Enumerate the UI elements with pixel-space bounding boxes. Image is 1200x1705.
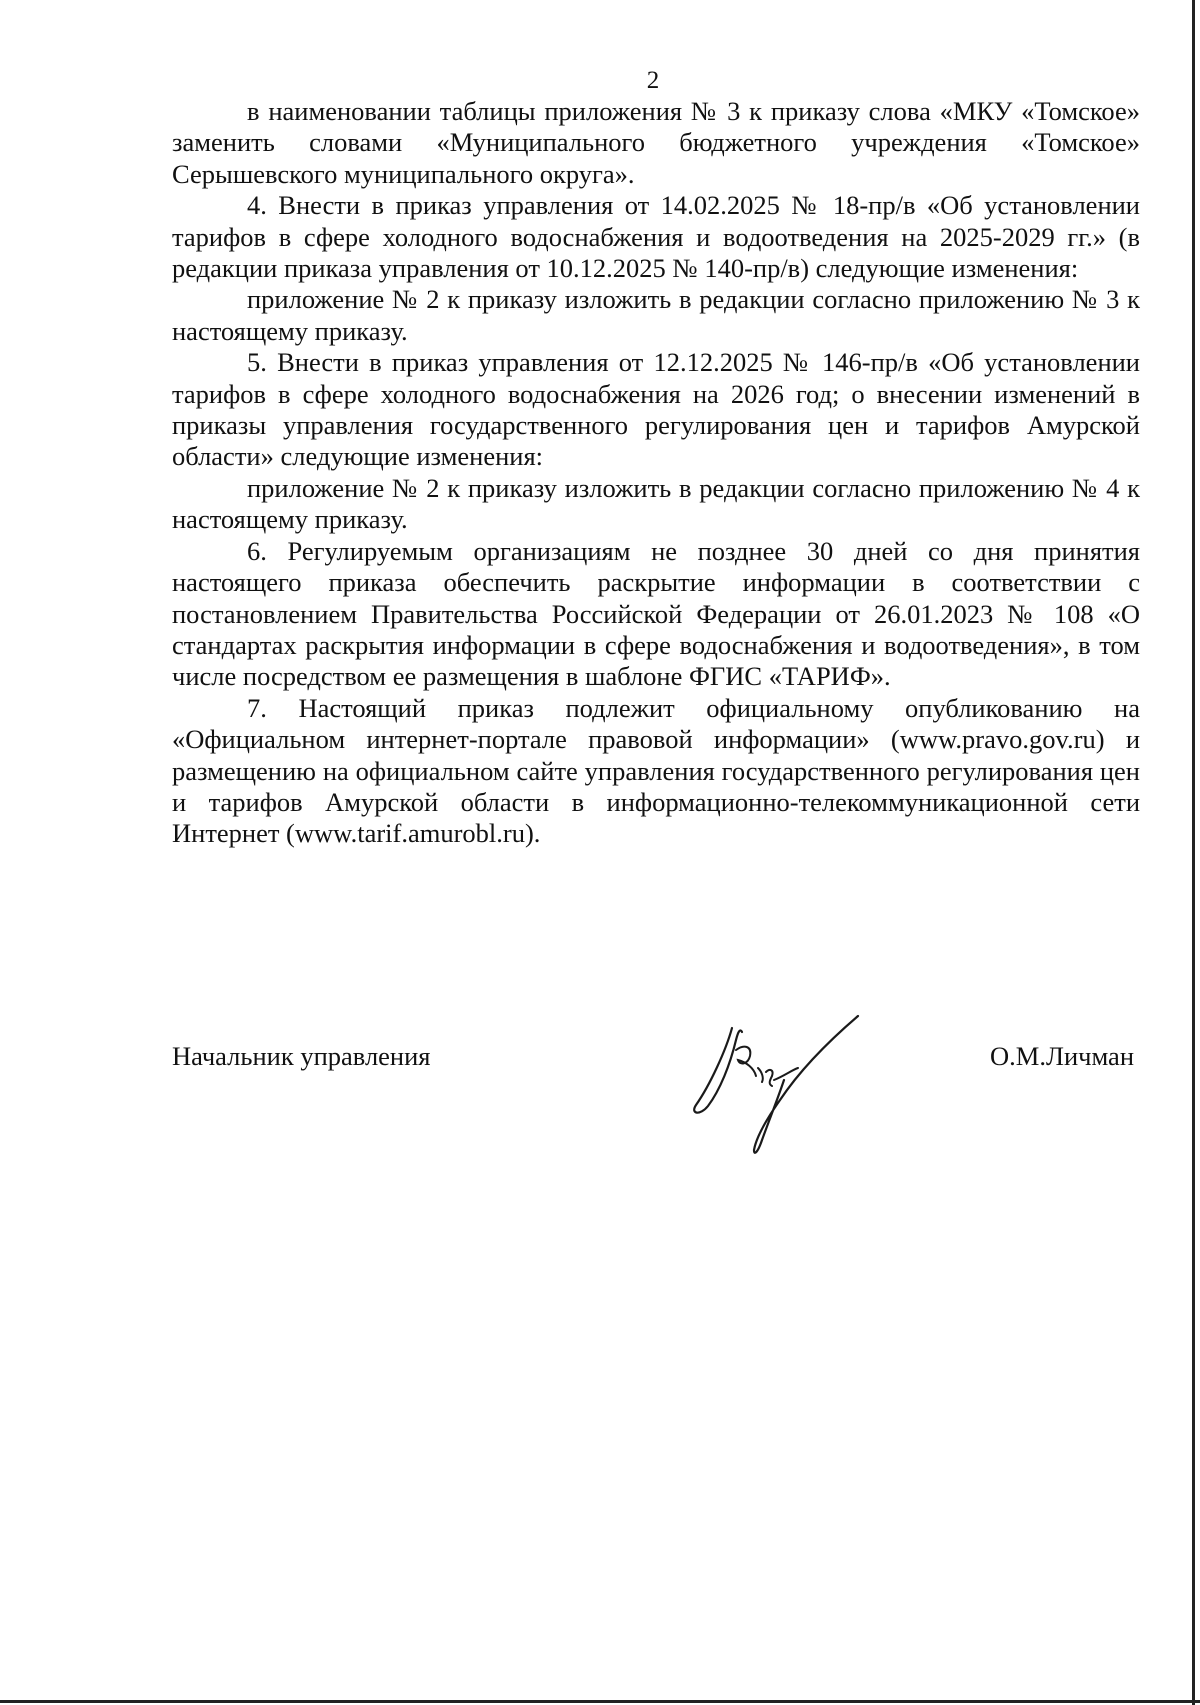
page-number: 2	[646, 67, 660, 94]
paragraph-item-4: 4. Внести в приказ управления от 14.02.2025 № 18-пр/в «Об установлении тарифов в сфере холодного водоснабжения и водоотведения на 2025-2029 гг.» (в редакции приказа управления от 10.12.2025 № 140-пр/в) следующие изменения:	[172, 190, 1140, 284]
signatory-title: Начальник управления	[172, 1041, 431, 1071]
paragraph-item-5-change: приложение № 2 к приказу изложить в редакции согласно приложению № 4 к настоящему приказу.	[172, 472, 1140, 535]
page-edge-bottom	[0, 1700, 1200, 1703]
handwritten-signature	[680, 1010, 870, 1160]
paragraph-table-name-change: в наименовании таблицы приложения № 3 к приказу слова «МКУ «Томское» заменить словами «Муниципального бюджетного учреждения «Томское» Серышевского муниципального округа».	[172, 96, 1140, 189]
signatory-name: О.М.Личман	[990, 1041, 1134, 1071]
paragraph-item-7: 7. Настоящий приказ подлежит официальному опубликованию на «Официальном интернет-портале правовой информации» (www.pravo.gov.ru) и размещению на официальном сайте управления государственного регулирования цен и тарифов Амурской области в информационно-телекоммуникационной сети Интернет (www.tarif.amurobl.ru).	[172, 692, 1140, 849]
paragraph-item-6: 6. Регулируемым организациям не позднее 30 дней со дня принятия настоящего приказа обеспечить раскрытие информации в соответствии с постановлением Правительства Российской Федерации от 26.01.2023 № 108 «О стандартах раскрытия информации в сфере водоснабжения и водоотведения», в том числе посредством ее размещения в шаблоне ФГИС «ТАРИФ».	[172, 535, 1140, 692]
page-edge-right	[1192, 0, 1195, 1705]
paragraph-item-5: 5. Внести в приказ управления от 12.12.2025 № 146-пр/в «Об установлении тарифов в сфере холодного водоснабжения на 2026 год; о внесении изменений в приказы управления государственного регулирования цен и тарифов Амурской области» следующие изменения:	[172, 347, 1140, 472]
paragraph-item-4-change: приложение № 2 к приказу изложить в редакции согласно приложению № 3 к настоящему приказу.	[172, 284, 1140, 346]
document-body	[172, 96, 1140, 850]
